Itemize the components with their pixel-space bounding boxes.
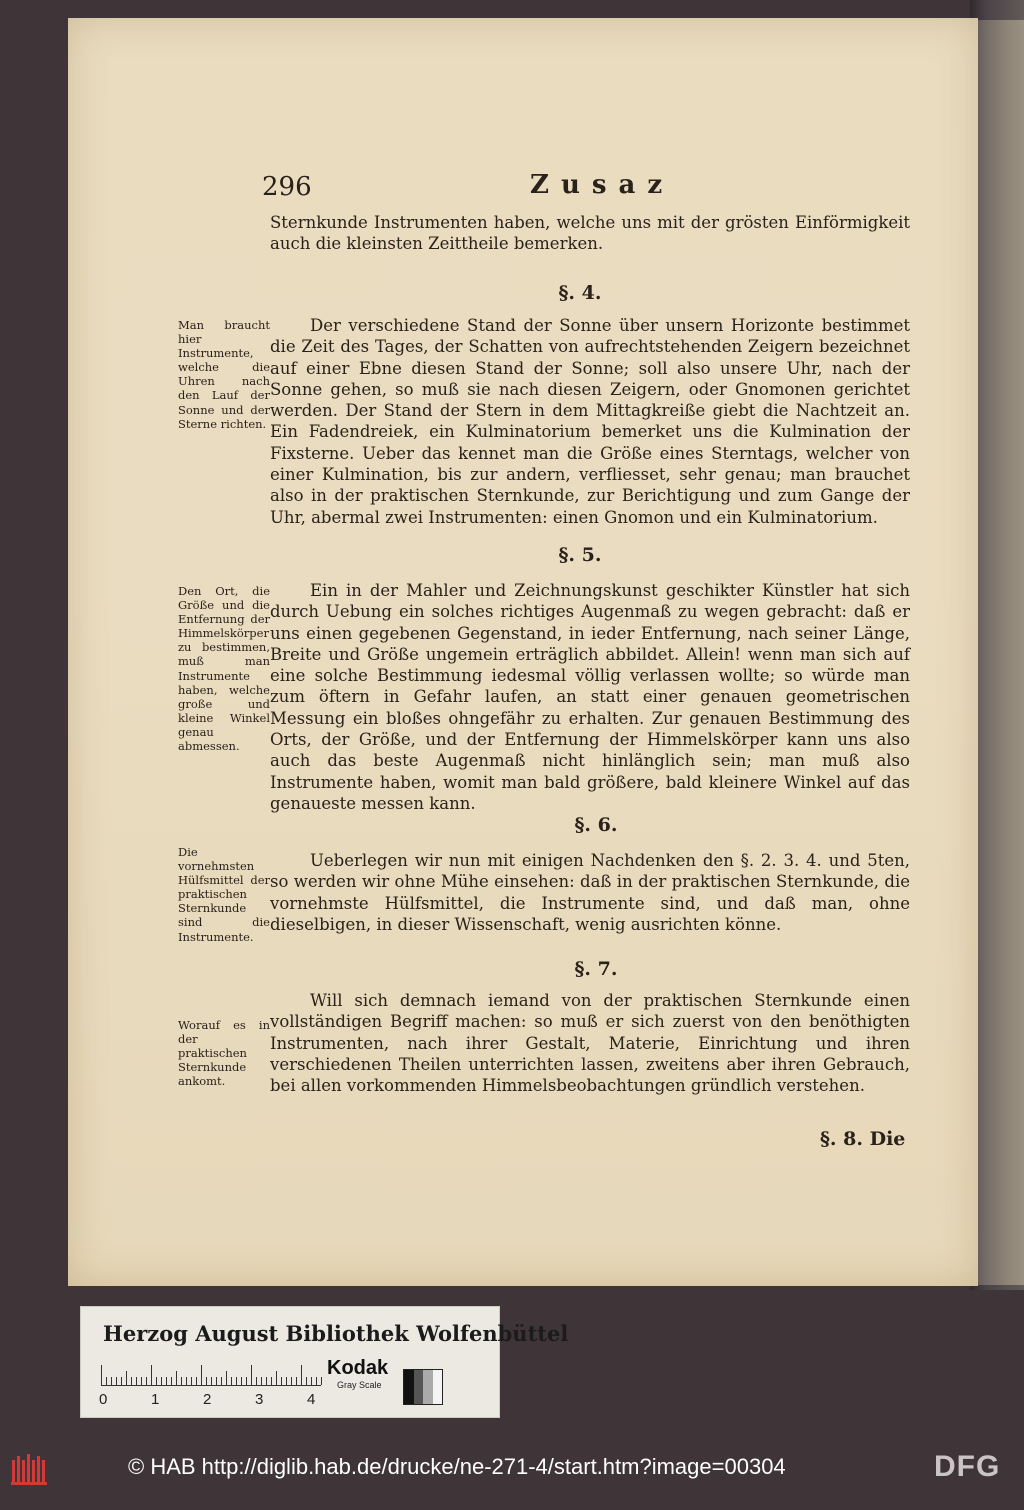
section-5-text: Ein in der Mahler und Zeichnungskunst geschikter Künstler hat sich durch Uebung ein solches richtiges Augenmaß zu wegen gebracht: daß er uns einen gegebenen Gegenstand, in ieder Entfernung, nach seiner Länge, Breite und Größe ungemein erträglich abbildet. Allein! wenn man sich auf eine solche Bestimmung iedesmal völlig verlassen wollte; so würde man zum öftern in Gefahr laufen, an statt einer genauen geometrischen Messung ein bloßes ohngefähr zu erhalten. Zur genauen Bestimmung des Orts, der Größe, und der Entfernung der Himmelskörper kann uns also auch das beste Augenmaß nicht hinlänglich sein; man muß also Instrumente haben, womit man bald größere, bald kleinere Winkel auf das genaueste messen kann.: [270, 581, 910, 813]
ruler-tick: [226, 1371, 227, 1385]
ruler-tick: [171, 1377, 172, 1385]
kodak-brand: Kodak: [327, 1357, 389, 1379]
intro-paragraph: Sternkunde Instrumenten haben, welche uns mit der grösten Einförmigkeit auch die kleinsten Zeittheile bemerken.: [270, 213, 910, 254]
ruler-tick: [106, 1377, 107, 1385]
ruler-tick: [236, 1377, 237, 1385]
section-heading-5: §. 5.: [558, 544, 602, 566]
ruler-tick: [291, 1377, 292, 1385]
section-6-text: Ueberlegen wir nun mit einigen Nachdenken den §. 2. 3. 4. und 5ten, so werden wir ohne Mühe einsehen: daß in der praktischen Sternkunde, die vornehmste Hülfsmittel, die Instrumente sind, und daß man, ohne dieselbigen, in dieser Wissenschaft, wenig ausrichten könne.: [270, 851, 910, 934]
catchword: §. 8. Die: [820, 1128, 906, 1150]
ruler-tick: [251, 1365, 252, 1385]
ruler-number: 2: [203, 1391, 212, 1408]
ruler-tick: [166, 1377, 167, 1385]
ruler-tick: [156, 1377, 157, 1385]
ruler-tick: [211, 1377, 212, 1385]
ruler-tick: [151, 1365, 152, 1385]
library-label-title: Herzog August Bibliothek Wolfenbüttel: [103, 1321, 569, 1346]
margin-note-section-4: Man braucht hier Instrumente, welche die Uhren nach den Lauf der Sonne und der Sterne richten.: [178, 318, 270, 431]
ruler-tick: [256, 1377, 257, 1385]
ruler-number: 3: [255, 1391, 264, 1408]
ruler-numbers: [99, 1391, 339, 1411]
ruler-tick: [301, 1365, 302, 1385]
dfg-logo: DFG: [934, 1450, 1001, 1483]
running-head: Zusaz: [530, 170, 675, 200]
ruler-tick: [131, 1377, 132, 1385]
page-number: 296: [262, 172, 312, 202]
section-7-text: Will sich demnach iemand von der praktischen Sternkunde einen vollständigen Begriff machen: so muß er sich zuerst von den benöthigten Instrumenten, nach ihrer Gestalt, Materie, Einrichtung und ihren verschiedenen Theilen unterrichten lassen, zweitens aber ihren Gebrauch, bei allen vorkommenden Himmelsbeobachtungen gründlich verstehen.: [270, 991, 910, 1096]
ruler-tick: [316, 1377, 317, 1385]
margin-note-section-5: Den Ort, die Größe und die Entfernung der Himmelskörper zu bestimmen, muß man Instrumente haben, welche große und kleine Winkel genau abmessen.: [178, 584, 270, 754]
library-color-label: [80, 1306, 569, 1418]
ruler-number: 0: [99, 1391, 108, 1408]
ruler-number: 1: [151, 1391, 160, 1408]
ruler-number: 4: [307, 1391, 316, 1408]
ruler-tick: [161, 1377, 162, 1385]
margin-note-section-7: Worauf es in der praktischen Sternkunde ankomt.: [178, 1018, 270, 1089]
ruler-tick: [201, 1365, 202, 1385]
section-heading-4: §. 4.: [558, 282, 602, 304]
ruler-tick: [296, 1377, 297, 1385]
ruler-tick: [191, 1377, 192, 1385]
ruler-tick: [206, 1377, 207, 1385]
ruler-tick: [181, 1377, 182, 1385]
ruler-tick: [276, 1371, 277, 1385]
ruler-tick: [101, 1365, 102, 1385]
ruler-tick: [266, 1377, 267, 1385]
ruler-tick: [141, 1377, 142, 1385]
ruler-tick: [136, 1377, 137, 1385]
ruler-tick: [216, 1377, 217, 1385]
section-6-paragraph: [270, 850, 910, 935]
section-heading-7: §. 7.: [574, 958, 618, 980]
scale-ruler: [101, 1363, 321, 1386]
ruler-tick: [221, 1377, 222, 1385]
ruler-tick: [311, 1377, 312, 1385]
ruler-tick: [241, 1377, 242, 1385]
gray-scale-chip: [403, 1369, 443, 1405]
ruler-tick: [246, 1377, 247, 1385]
section-7-paragraph: [270, 990, 910, 1096]
ruler-tick: [116, 1377, 117, 1385]
ruler-tick: [196, 1377, 197, 1385]
footer-credit: © HAB http://diglib.hab.de/drucke/ne-271-4/start.htm?image=00304: [128, 1454, 786, 1479]
ruler-tick: [146, 1377, 147, 1385]
ruler-tick: [176, 1371, 177, 1385]
ruler-tick: [121, 1377, 122, 1385]
footer-bar: [0, 1440, 1024, 1510]
ruler-tick: [286, 1377, 287, 1385]
section-5-paragraph: [270, 580, 910, 814]
adjacent-page-edge: [978, 20, 1024, 1285]
hab-logo-icon: [10, 1452, 48, 1488]
ruler-tick: [231, 1377, 232, 1385]
ruler-tick: [281, 1377, 282, 1385]
ruler-tick: [306, 1377, 307, 1385]
ruler-tick: [321, 1377, 322, 1385]
ruler-tick: [261, 1377, 262, 1385]
ruler-tick: [126, 1371, 127, 1385]
ruler-tick: [186, 1377, 187, 1385]
margin-note-section-6: Die vornehmsten Hülfsmittel der praktischen Sternkunde sind die Instrumente.: [178, 845, 270, 944]
ruler-tick: [271, 1377, 272, 1385]
section-4-text: Der verschiedene Stand der Sonne über unsern Horizonte bestimmet die Zeit des Tages, der Schatten von aufrechtstehenden Zeigern bezeichnet auf einer Ebne diesen Stand der Sonne; soll also unsere Uhr, nach der Sonne gehen, so muß sie nach diesen Zeigern, oder Gnomonen gerichtet werden. Der Stand der Stern in dem Mittagkreiße giebt die Nachtzeit an. Ein Fadendreiek, ein Kulminatorium bemerket uns die Kulmination der Fixsterne. Ueber das kennet man die Größe eines Sterntags, welcher von einer Kulmination, bis zur andern, verfliesset, sehr genau; man brauchet also in der praktischen Sternkunde, zur Berichtigung und zum Gange der Uhr, abermal zwei Instrumenten: einen Gnomon und ein Kulminatorium.: [270, 316, 910, 527]
section-heading-6: §. 6.: [574, 814, 618, 836]
ruler-tick: [111, 1377, 112, 1385]
section-4-paragraph: [270, 315, 910, 528]
gray-scale-label: Gray Scale: [337, 1380, 382, 1390]
